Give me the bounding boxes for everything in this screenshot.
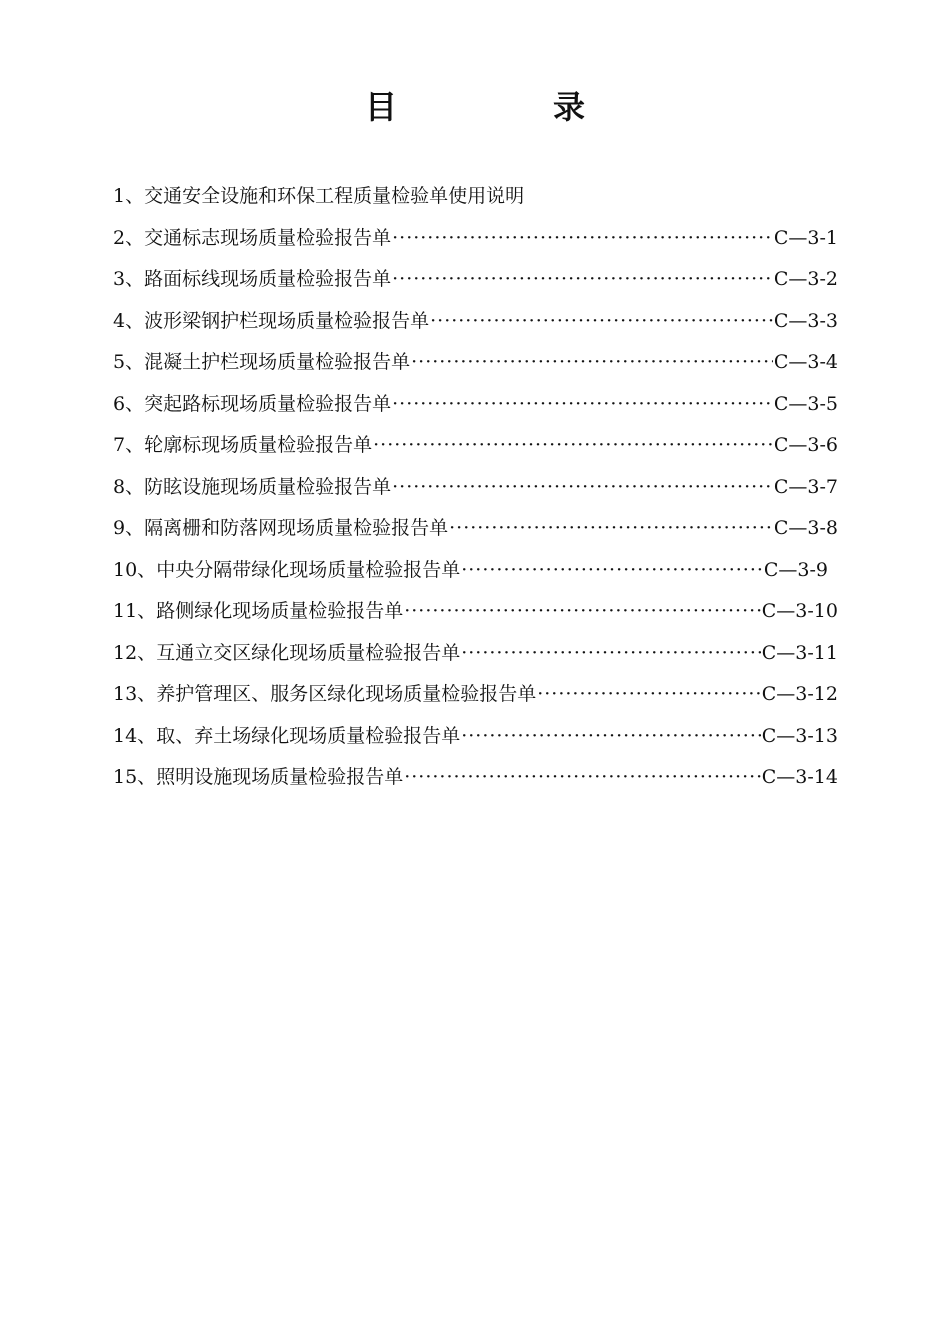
toc-entry-page: C—3-3 [773, 309, 838, 332]
toc-entry-label: 波形梁钢护栏现场质量检验报告单 [144, 309, 430, 332]
toc-entry-6[interactable] [113, 386, 838, 428]
toc-entry-5[interactable] [113, 344, 838, 386]
toc-entry-page: C—3-8 [773, 517, 838, 539]
toc-entry-number: 13、 [113, 683, 157, 705]
dot-leader [392, 386, 773, 422]
toc-entry-page: C—3-10 [761, 600, 838, 622]
dot-leader [373, 427, 773, 463]
toc-entry-page: C—3-5 [773, 392, 838, 415]
toc-entry-page: C—3-2 [773, 268, 838, 290]
dot-leader [430, 303, 773, 339]
toc-entry-number: 10、 [113, 558, 157, 581]
toc-entry-number: 14、 [113, 724, 157, 747]
toc-entry-page: C—3-1 [773, 226, 838, 249]
dot-leader [537, 676, 761, 712]
dot-leader [404, 593, 761, 629]
toc-entry-label: 隔离栅和防落网现场质量检验报告单 [144, 517, 449, 539]
toc-entry-10[interactable] [113, 552, 838, 594]
toc-entry-2[interactable] [113, 220, 838, 262]
toc-entry-label: 混凝土护栏现场质量检验报告单 [144, 351, 411, 373]
toc-entry-page: C—3-4 [773, 351, 838, 373]
page-title: 目 录 [364, 88, 647, 126]
dot-leader [449, 510, 773, 546]
dot-leader [392, 220, 773, 256]
toc-entry-number: 15、 [113, 766, 157, 788]
toc-entry-page: C—3-11 [761, 641, 838, 664]
toc-entry-8[interactable] [113, 469, 838, 511]
toc-entry-label: 互通立交区绿化现场质量检验报告单 [156, 641, 461, 664]
table-of-contents [113, 178, 838, 801]
toc-entry-number: 6、 [113, 392, 145, 415]
toc-entry-3[interactable] [113, 261, 838, 303]
dot-leader [461, 718, 761, 754]
toc-entry-page: C—3-6 [773, 434, 838, 456]
toc-entry-label: 交通标志现场质量检验报告单 [144, 226, 392, 249]
toc-entry-number: 2、 [113, 226, 145, 249]
dot-leader [461, 552, 763, 588]
toc-entry-4[interactable] [113, 303, 838, 345]
toc-entry-label: 取、弃土场绿化现场质量检验报告单 [156, 724, 461, 747]
toc-entry-9[interactable] [113, 510, 838, 552]
toc-entry-number: 3、 [113, 268, 145, 290]
toc-entry-number: 7、 [113, 434, 145, 456]
toc-entry-1[interactable] [113, 178, 838, 220]
toc-entry-label: 中央分隔带绿化现场质量检验报告单 [156, 558, 461, 581]
toc-entry-7[interactable] [113, 427, 838, 469]
toc-entry-page: C—3-7 [773, 475, 838, 498]
toc-entry-15[interactable] [113, 759, 838, 801]
toc-entry-label: 养护管理区、服务区绿化现场质量检验报告单 [156, 683, 537, 705]
toc-entry-label: 照明设施现场质量检验报告单 [156, 766, 404, 788]
toc-entry-number: 1、 [113, 185, 145, 207]
dot-leader [392, 261, 773, 297]
dot-leader [404, 759, 761, 795]
toc-entry-number: 5、 [113, 351, 145, 373]
dot-leader [411, 344, 773, 380]
toc-entry-page: C—3-9 [763, 558, 828, 581]
toc-entry-number: 4、 [113, 309, 145, 332]
toc-entry-number: 12、 [113, 641, 157, 664]
toc-entry-number: 11、 [113, 600, 157, 622]
toc-entry-11[interactable] [113, 593, 838, 635]
dot-leader [392, 469, 773, 505]
toc-entry-label: 轮廓标现场质量检验报告单 [144, 434, 373, 456]
toc-entry-label: 防眩设施现场质量检验报告单 [144, 475, 392, 498]
toc-entry-12[interactable] [113, 635, 838, 677]
toc-entry-label: 路面标线现场质量检验报告单 [144, 268, 392, 290]
toc-entry-page: C—3-14 [761, 766, 838, 788]
toc-entry-label: 突起路标现场质量检验报告单 [144, 392, 392, 415]
toc-entry-13[interactable] [113, 676, 838, 718]
toc-entry-number: 8、 [113, 475, 145, 498]
toc-entry-label: 交通安全设施和环保工程质量检验单使用说明 [144, 185, 525, 207]
dot-leader [461, 635, 761, 671]
toc-entry-page: C—3-13 [761, 724, 838, 747]
toc-entry-14[interactable] [113, 718, 838, 760]
toc-entry-number: 9、 [113, 517, 145, 539]
toc-entry-page: C—3-12 [761, 683, 838, 705]
toc-entry-label: 路侧绿化现场质量检验报告单 [156, 600, 404, 622]
